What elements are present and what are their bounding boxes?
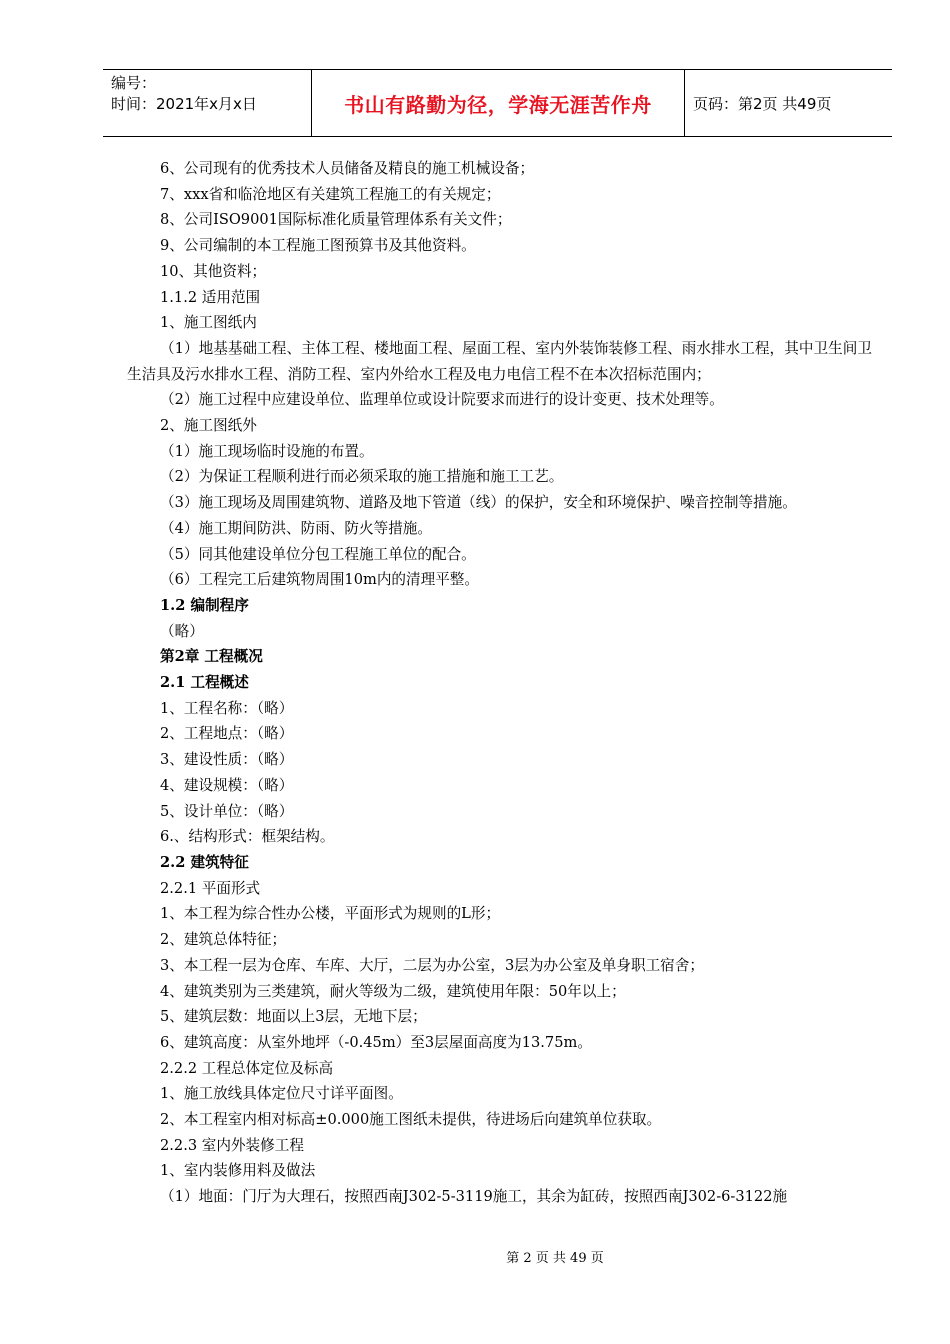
list-item: 9、公司编制的本工程施工图预算书及其他资料。 [160,237,476,255]
list-item: （2）为保证工程顺利进行而必须采取的施工措施和施工工艺。 [160,468,564,486]
page-header [103,69,892,137]
list-item: 4、建设规模：（略） [160,776,294,794]
list-item: 10、其他资料； [160,262,267,280]
section-heading: 2.2.2 工程总体定位及标高 [160,1059,334,1077]
header-page-label: 页码：第2页 共49页 [693,94,832,113]
paragraph: （3）施工现场及周围建筑物、道路及地下管道（线）的保护，安全和环境保护、噪音控制等措施。 [160,494,797,512]
list-item: 2、建筑总体特征； [160,931,287,949]
document-number-label: 编号： [111,74,157,92]
chapter-heading: 第2章 工程概况 [160,648,263,666]
list-item: （略） [160,622,204,640]
list-item: 2、工程地点：（略） [160,725,294,743]
list-item: （1）地面：门厅为大理石，按照西南J302-5-3119施工，其余为缸砖，按照西南J302-6-3122施 [160,1188,788,1206]
paragraph: （1）地基基础工程、主体工程、楼地面工程、屋面工程、室内外装饰装修工程、雨水排水工程，其中卫生间卫生洁具及污水排水工程、消防工程、室内外给水工程及电力电信工程不在本次招标范围内； [127,339,872,383]
section-heading: 2.2 建筑特征 [160,853,249,871]
document-body [127,156,872,1210]
list-item: 2、施工图纸外 [160,417,257,435]
section-heading: 2.1 工程概述 [160,674,249,692]
header-motto-cell [312,70,685,136]
section-heading: 1.1.2 适用范围 [160,288,261,306]
list-item: 1、本工程为综合性办公楼，平面形式为规则的L形； [160,905,501,923]
list-item: 1、工程名称：（略） [160,699,294,717]
list-item: 1、施工放线具体定位尺寸详平面图。 [160,1085,403,1103]
section-heading: 1.2 编制程序 [160,596,249,614]
list-item: 5、设计单位：（略） [160,802,294,820]
list-item: 5、建筑层数：地面以上3层，无地下层； [160,1008,427,1026]
list-item: 6、公司现有的优秀技术人员储备及精良的施工机械设备； [160,160,535,177]
list-item: 2、本工程室内相对标高±0.000施工图纸未提供，待进场后向建筑单位获取。 [160,1111,662,1129]
header-motto: 书山有路勤为径，学海无涯苦作舟 [344,92,652,117]
section-heading: 2.2.1 平面形式 [160,879,261,897]
list-item: （2）施工过程中应建设单位、监理单位或设计院要求而进行的设计变更、技术处理等。 [160,391,724,409]
header-left-cell [103,70,312,136]
list-item: 3、建设性质：（略） [160,751,294,769]
list-item: 1、室内装修用料及做法 [160,1162,316,1180]
document-date-label: 时间：2021年x月x日 [111,95,257,113]
list-item: 1、施工图纸内 [160,314,257,332]
list-item: 3、本工程一层为仓库、车库、大厅，二层为办公室，3层为办公室及单身职工宿舍； [160,956,704,974]
page-footer: 第 2 页 共 49 页 [506,1251,604,1266]
list-item: （5）同其他建设单位分包工程施工单位的配合。 [160,545,476,563]
list-item: 8、公司ISO9001国际标准化质量管理体系有关文件； [160,211,512,229]
list-item: （1）施工现场临时设施的布置。 [160,442,374,460]
list-item: 6、建筑高度：从室外地坪（-0.45m）至3层屋面高度为13.75m。 [160,1033,592,1051]
list-item: （4）施工期间防洪、防雨、防火等措施。 [160,519,432,537]
list-item: 4、建筑类别为三类建筑，耐火等级为二级，建筑使用年限：50年以上； [160,982,626,1000]
list-item: 6.、结构形式：框架结构。 [160,828,335,846]
list-item: 7、xxx省和临沧地区有关建筑工程施工的有关规定； [160,185,501,203]
list-item: （6）工程完工后建筑物周围10m内的清理平整。 [160,571,479,589]
section-heading: 2.2.3 室内外装修工程 [160,1136,304,1154]
